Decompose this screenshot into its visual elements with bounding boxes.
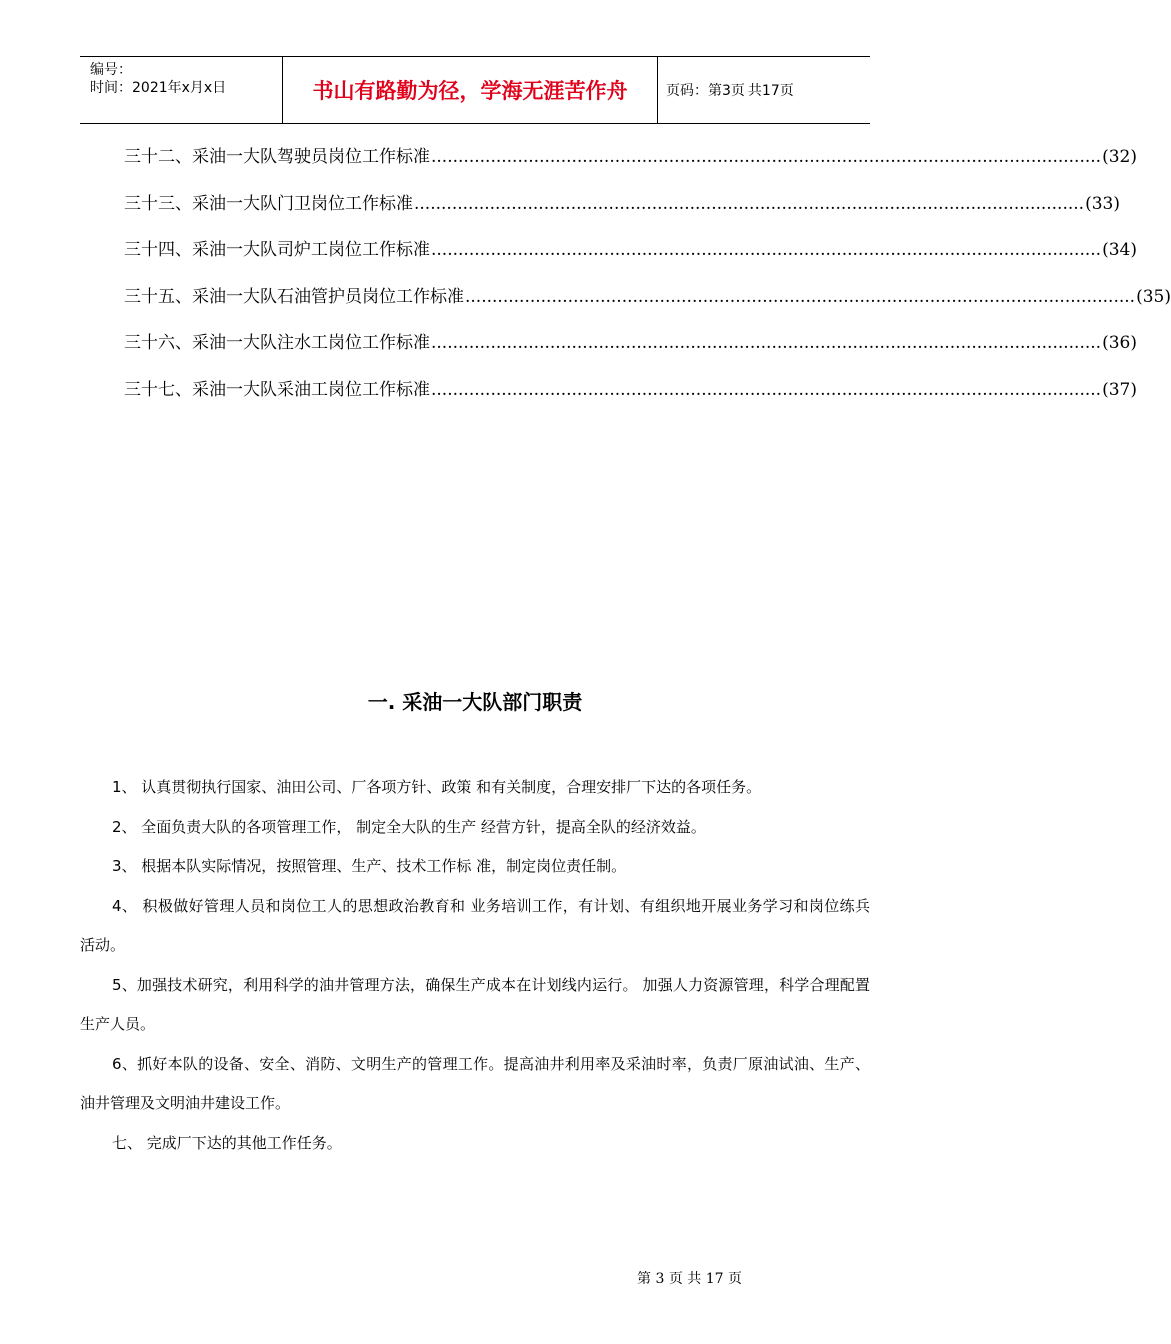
duty-paragraph: 4、 积极做好管理人员和岗位工人的思想政治教育和 业务培训工作，有计划、有组织地开展业务学习和岗位练兵 活动。 [80,896,870,954]
toc-entry-title: 三十七、采油一大队采油工岗位工作标准 [124,379,430,400]
duty-paragraph: 6、抓好本队的设备、安全、消防、文明生产的管理工作。提高油井利用率及采油时率，负责厂原油试油、生产、油井管理及文明油井建设工作。 [80,1054,870,1112]
toc-entry-title: 三十五、采油一大队石油管护员岗位工作标准 [124,286,464,307]
toc-entry-title: 三十二、采油一大队驾驶员岗位工作标准 [124,147,430,167]
toc-leader-dots: ............................................................................................................................ [431,240,1102,260]
table-of-contents [124,142,1171,421]
document-header [80,56,870,124]
toc-entry-title: 三十三、采油一大队门卫岗位工作标准 [124,193,413,214]
toc-entry-title: 三十六、采油一大队注水工岗位工作标准 [124,333,430,353]
header-total-label: 共17页 [747,83,794,99]
header-page-label: 页码：第3页 [666,83,745,99]
toc-leader-dots: ............................................................................................................................ [431,147,1102,167]
toc-entry-page: (36) [1102,333,1137,353]
toc-entry-page: (32) [1102,147,1137,167]
toc-leader-dots: ............................................................................................................................ [431,333,1102,353]
toc-entry[interactable] [124,142,1137,189]
toc-leader-dots: ............................................................................................................................ [431,379,1102,400]
toc-leader-dots: ............................................................................................................................ [465,286,1136,307]
toc-entry[interactable] [124,235,1137,282]
toc-entry-page: (37) [1102,379,1137,400]
date-label: 时间：2021年x月x日 [90,80,227,96]
toc-entry[interactable] [124,328,1137,375]
section-heading: 一. 采油一大队部门职责 [367,690,583,714]
toc-entry-title: 三十四、采油一大队司炉工岗位工作标准 [124,240,430,260]
header-page-info [658,57,870,123]
duty-paragraph: 5、加强技术研究，利用科学的油井管理方法，确保生产成本在计划线内运行。 加强人力资源管理，科学合理配置生产人员。 [80,975,870,1033]
header-motto: 书山有路勤为径，学海无涯苦作舟 [282,57,658,123]
toc-leader-dots: ............................................................................................................................ [414,193,1085,214]
header-meta [80,57,282,123]
toc-entry-page: (33) [1085,193,1120,214]
duty-paragraph: 1、 认真贯彻执行国家、油田公司、厂各项方针、政策 和有关制度，合理安排厂下达的各项任务。 [112,778,762,796]
page-footer: 第 3 页 共 17 页 [637,1271,742,1287]
serial-label: 编号： [90,62,132,78]
toc-entry-page: (34) [1102,240,1137,260]
toc-entry-page: (35) [1136,286,1171,307]
duty-paragraph: 3、 根据本队实际情况，按照管理、生产、技术工作标 准，制定岗位责任制。 [112,857,627,875]
toc-entry[interactable] [124,282,1171,329]
toc-entry[interactable] [124,189,1120,236]
duty-paragraph: 2、 全面负责大队的各项管理工作， 制定全大队的生产 经营方针，提高全队的经济效益。 [112,817,706,836]
section-body [80,768,870,1163]
duty-paragraph: 七、 完成厂下达的其他工作任务。 [112,1133,342,1152]
toc-entry[interactable] [124,375,1137,422]
